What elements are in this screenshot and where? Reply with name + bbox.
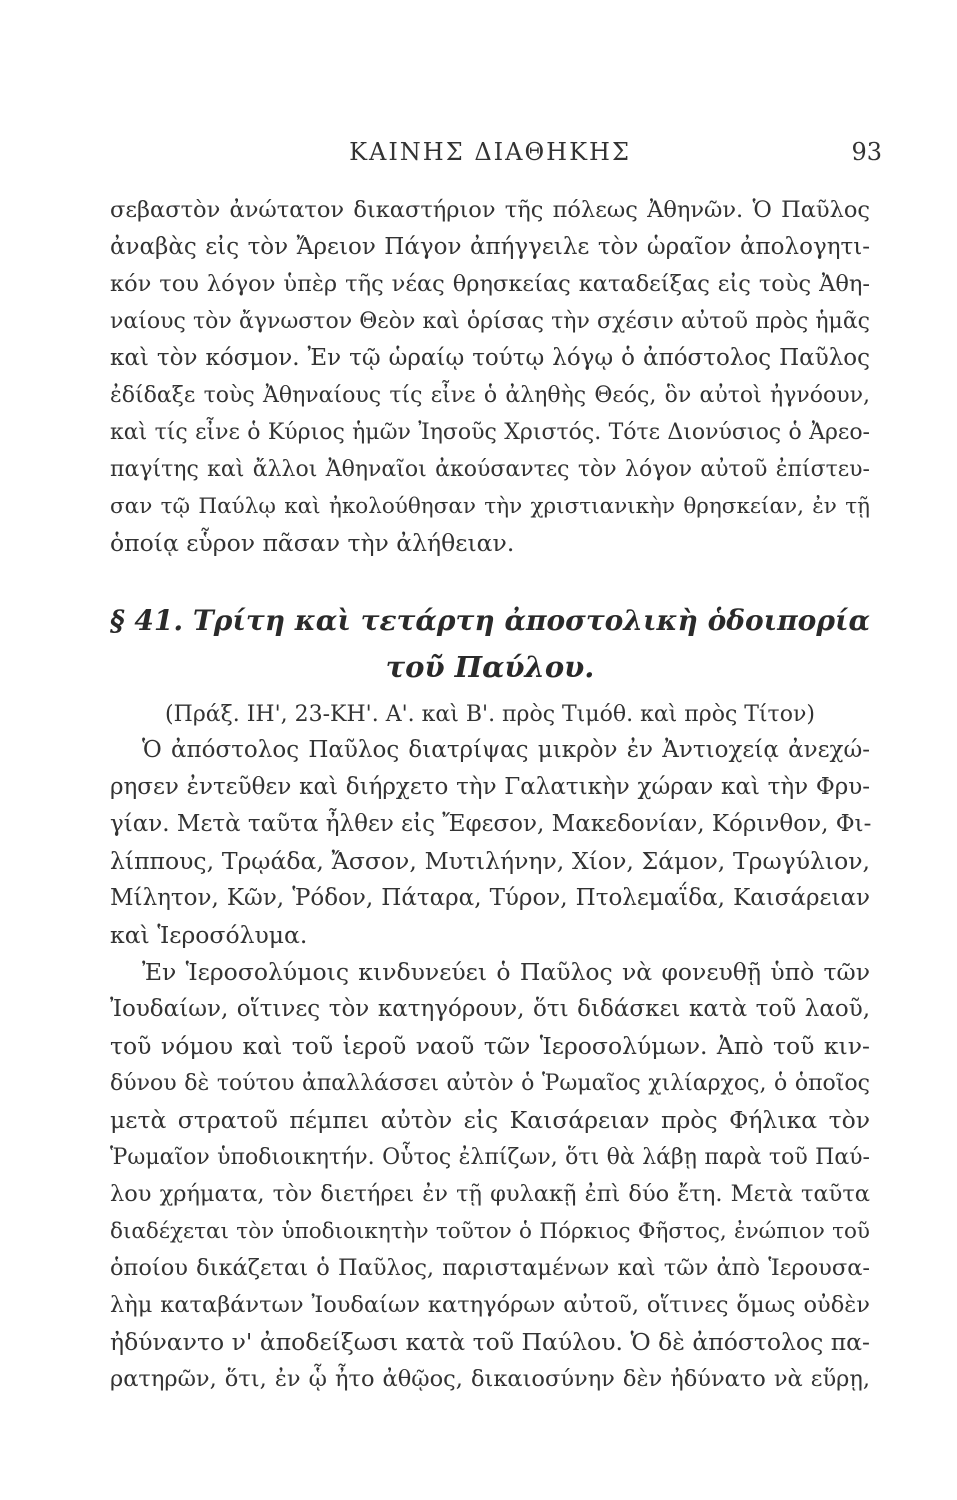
text-line: κόν του λόγον ὑπὲρ τῆς νέας θρησκείας καταδείξας εἰς τοὺς Ἀθη-	[110, 271, 870, 297]
text-line: Ἰουδαίων, οἵτινες τὸν κατηγόρουν, ὅτι διδάσκει κατὰ τοῦ λαοῦ,	[110, 996, 870, 1022]
text-line: ναίους τὸν ἄγνωστον Θεὸν καὶ ὁρίσας τὴν σχέσιν αὐτοῦ πρὸς ἡμᾶς	[110, 309, 870, 334]
text-line: καὶ τίς εἶνε ὁ Κύριος ἡμῶν Ἰησοῦς Χριστός. Τότε Διονύσιος ὁ Ἀρεο-	[110, 420, 870, 445]
text-line: ὁποίου δικάζεται ὁ Παῦλος, παρισταμένων καὶ τῶν ἀπὸ Ἱερουσα-	[110, 1255, 870, 1281]
text-line: τοῦ νόμου καὶ τοῦ ἱεροῦ ναοῦ τῶν Ἱεροσολύμων. Ἀπὸ τοῦ κιν-	[110, 1032, 870, 1060]
paragraph-1	[110, 192, 870, 562]
text-line: καὶ Ἱεροσόλυμα.	[110, 921, 308, 949]
text-line: ἠδύναντο ν' ἀποδείξωσι κατὰ τοῦ Παύλου. Ὁ δὲ ἀπόστολος πα-	[110, 1328, 870, 1356]
text-line: γίαν. Μετὰ ταῦτα ἦλθεν εἰς Ἔφεσον, Μακεδονίαν, Κόρινθον, Φι-	[110, 811, 872, 837]
running-head	[110, 138, 882, 172]
text-line: λὴμ καταβάντων Ἰουδαίων κατηγόρων αὐτοῦ, οἵτινες ὅμως οὐδὲν	[110, 1292, 870, 1318]
text-line: δύνου δὲ τούτου ἀπαλλάσσει αὐτὸν ὁ Ῥωμαῖος χιλίαρχος, ὁ ὁποῖος	[110, 1071, 870, 1096]
scripture-reference: (Πράξ. ΙΗ', 23-ΚΗ'. Α'. καὶ Β'. πρὸς Τιμόθ. καὶ πρὸς Τίτον)	[165, 702, 815, 727]
section-number: § 41.	[110, 604, 184, 637]
text-line: ὁποίᾳ εὗρον πᾶσαν τὴν ἀλήθειαν.	[110, 529, 515, 557]
text-line: καὶ τὸν κόσμον. Ἐν τῷ ὡραίῳ τούτῳ λόγῳ ὁ ἀπόστολος Παῦλος	[110, 345, 870, 371]
text-line: παγίτης καὶ ἄλλοι Ἀθηναῖοι ἀκούσαντες τὸν λόγον αὐτοῦ ἐπίστευ-	[110, 457, 870, 482]
text-line: ἀναβὰς εἰς τὸν Ἄρειον Πάγον ἀπήγγειλε τὸν ὡραῖον ἀπολογητι-	[110, 234, 870, 260]
text-line: λου χρήματα, τὸν διετήρει ἐν τῇ φυλακῇ ἐπὶ δύο ἔτη. Μετὰ ταῦτα	[110, 1181, 870, 1207]
text-line: διαδέχεται τὸν ὑποδιοικητὴν τοῦτον ὁ Πόρκιος Φῆστος, ἐνώπιον τοῦ	[110, 1219, 870, 1244]
paragraph-2	[110, 732, 870, 954]
text-line: Μίλητον, Κῶν, Ῥόδον, Πάταρα, Τύρον, Πτολεμαΐδα, Καισάρειαν	[110, 885, 870, 911]
section-heading	[110, 598, 870, 733]
page-number: 93	[851, 138, 882, 166]
text-line: ρησεν ἐντεῦθεν καὶ διήρχετο τὴν Γαλατικὴν χώραν καὶ τὴν Φρυ-	[110, 774, 870, 800]
text-line: ρατηρῶν, ὅτι, ἐν ᾧ ἦτο ἀθῷος, δικαιοσύνην δὲν ἠδύνατο νὰ εὕρῃ,	[110, 1366, 870, 1392]
text-line: σεβαστὸν ἀνώτατον δικαστήριον τῆς πόλεως Ἀθηνῶν. Ὁ Παῦλος	[110, 197, 870, 223]
paragraph-3	[110, 954, 870, 1398]
text-line: Ῥωμαῖον ὑποδιοικητήν. Οὗτος ἐλπίζων, ὅτι θὰ λάβῃ παρὰ τοῦ Παύ-	[110, 1145, 870, 1170]
text-line: ἐδίδαξε τοὺς Ἀθηναίους τίς εἶνε ὁ ἀληθὴς Θεός, ὃν αὐτοὶ ἠγνόουν,	[110, 383, 870, 408]
section-title: Τρίτη καὶ τετάρτη ἀποστολικὴ ὁδοιπορία	[192, 604, 871, 637]
section-title-line-1	[110, 598, 870, 644]
running-title: ΚΑΙΝΗΣ ΔΙΑΘΗΚΗΣ	[349, 138, 631, 166]
text-line: λίππους, Τρῳάδα, Ἄσσον, Μυτιλήνην, Χίον, Σάμον, Τρωγύλιον,	[110, 847, 870, 875]
text-line: μετὰ στρατοῦ πέμπει αὐτὸν εἰς Καισάρειαν πρὸς Φήλικα τὸν	[110, 1106, 870, 1134]
text-line: Ὁ ἀπόστολος Παῦλος διατρίψας μικρὸν ἐν Ἀντιοχείᾳ ἀνεχώ-	[142, 737, 870, 763]
text-line: Ἐν Ἱεροσολύμοις κινδυνεύει ὁ Παῦλος νὰ φονευθῇ ὑπὸ τῶν	[142, 958, 870, 986]
text-line: σαν τῷ Παύλῳ καὶ ἠκολούθησαν τὴν χριστιανικὴν θρησκείαν, ἐν τῇ	[110, 494, 870, 519]
section-title-line-2: τοῦ Παύλου.	[385, 650, 595, 684]
